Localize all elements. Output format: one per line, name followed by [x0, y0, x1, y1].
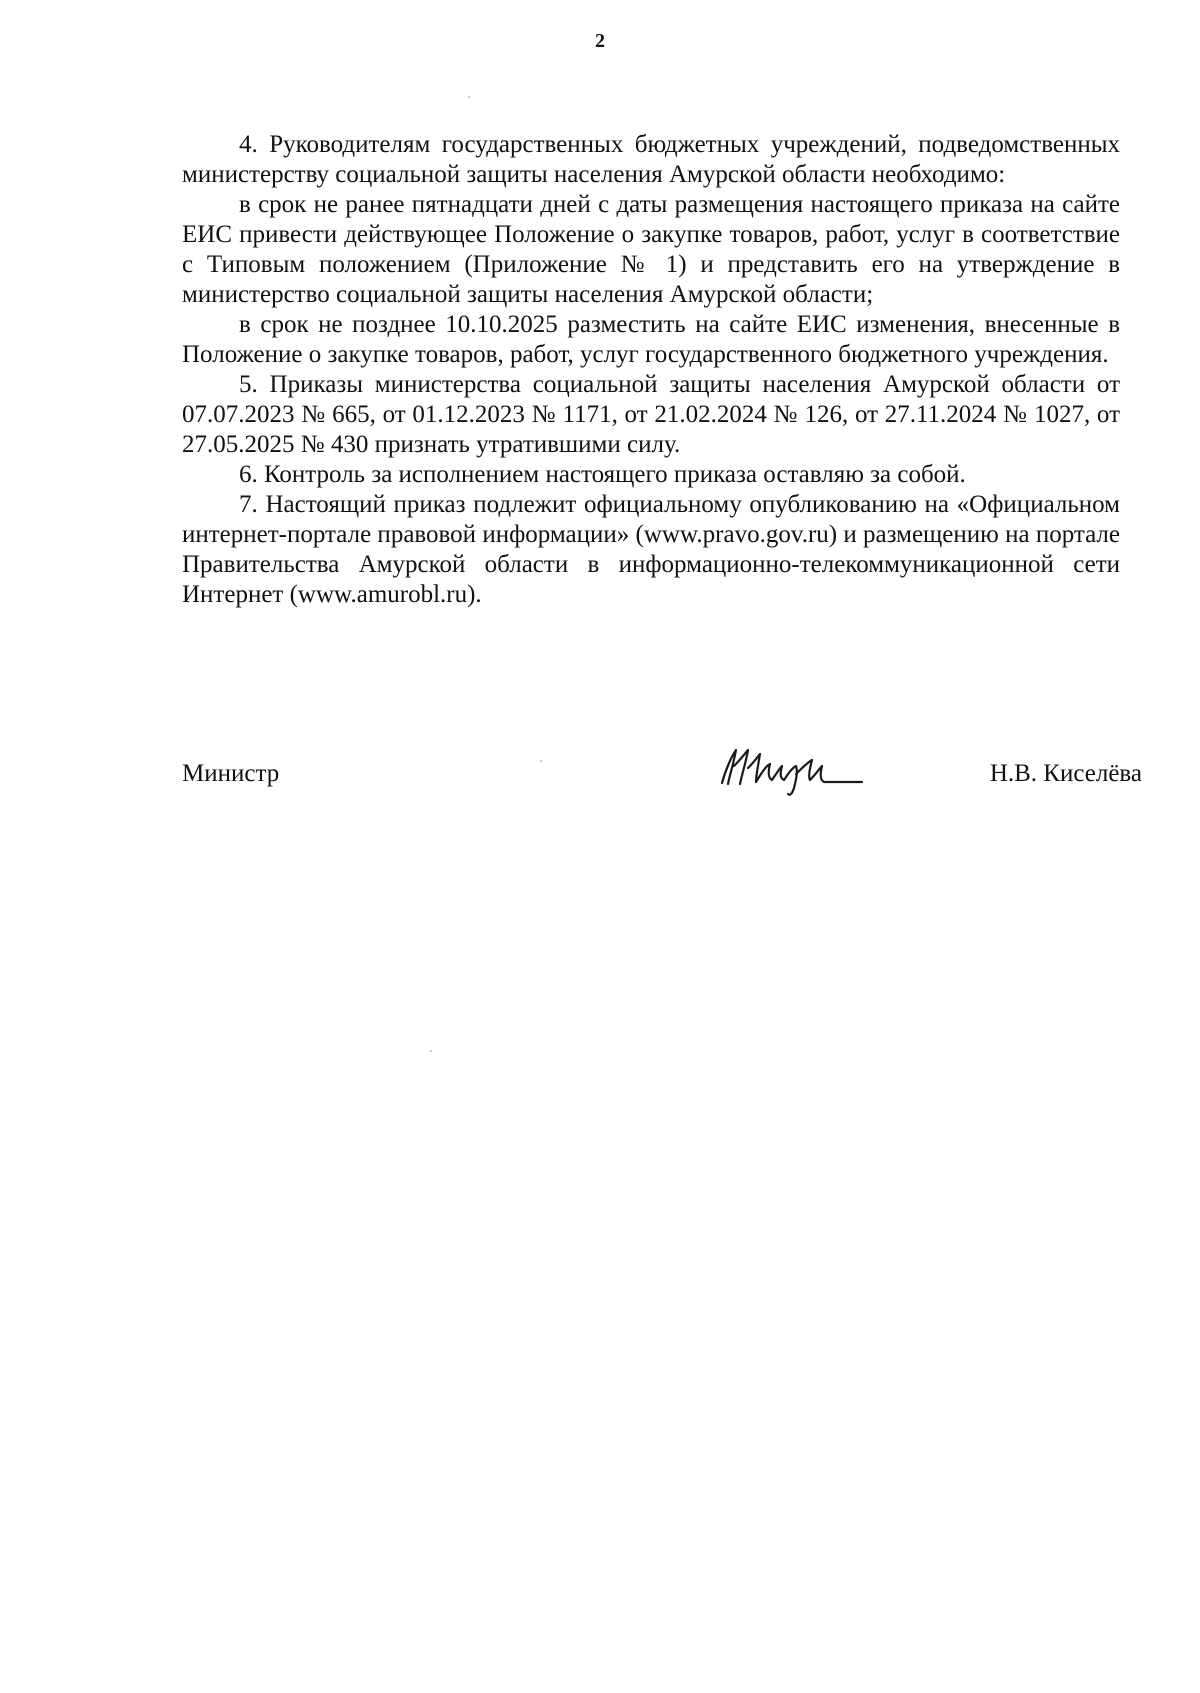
page-number: 2: [595, 30, 605, 52]
paragraph-4-item-2: в срок не позднее 10.10.2025 разместить на сайте ЕИС изменения, внесенные в Положение о закупке товаров, работ, услуг государственного бюджетного учреждения.: [182, 311, 1120, 368]
paragraph-7: 7. Настоящий приказ подлежит официальному опубликованию на «Официальном интернет-портале правовой информации» (www.pravo.gov.ru) и размещению на портале Правительства Амурской области в информационно-телекоммуникационной сети Интернет (www.amurobl.ru).: [182, 491, 1120, 608]
handwritten-signature: [712, 738, 872, 798]
document-body: [182, 130, 1120, 610]
signature-block: [182, 752, 1142, 802]
paragraph-6: 6. Контроль за исполнением настоящего приказа оставляю за собой.: [239, 461, 966, 488]
scan-speck: [430, 1050, 432, 1052]
signatory-name: Н.В. Киселёва: [989, 760, 1142, 787]
paragraph-4-item-1: в срок не ранее пятнадцати дней с даты размещения настоящего приказа на сайте ЕИС привести действующее Положение о закупке товаров, работ, услуг в соответствие с Типовым положением (Приложение № 1) и представить его на утверждение в министерство социальной защиты населения Амурской области;: [182, 191, 1120, 308]
paragraph-4: 4. Руководителям государственных бюджетных учреждений, подведомственных министерству социальной защиты населения Амурской области необходимо:: [182, 131, 1120, 188]
scan-speck: [540, 760, 542, 762]
scan-speck: [468, 96, 470, 98]
signatory-title: Министр: [182, 760, 280, 787]
paragraph-5: 5. Приказы министерства социальной защиты населения Амурской области от 07.07.2023 № 665, от 01.12.2023 № 1171, от 21.02.2024 № 126, от 27.11.2024 № 1027, от 27.05.2025 № 430 признать утратившими силу.: [182, 371, 1120, 458]
